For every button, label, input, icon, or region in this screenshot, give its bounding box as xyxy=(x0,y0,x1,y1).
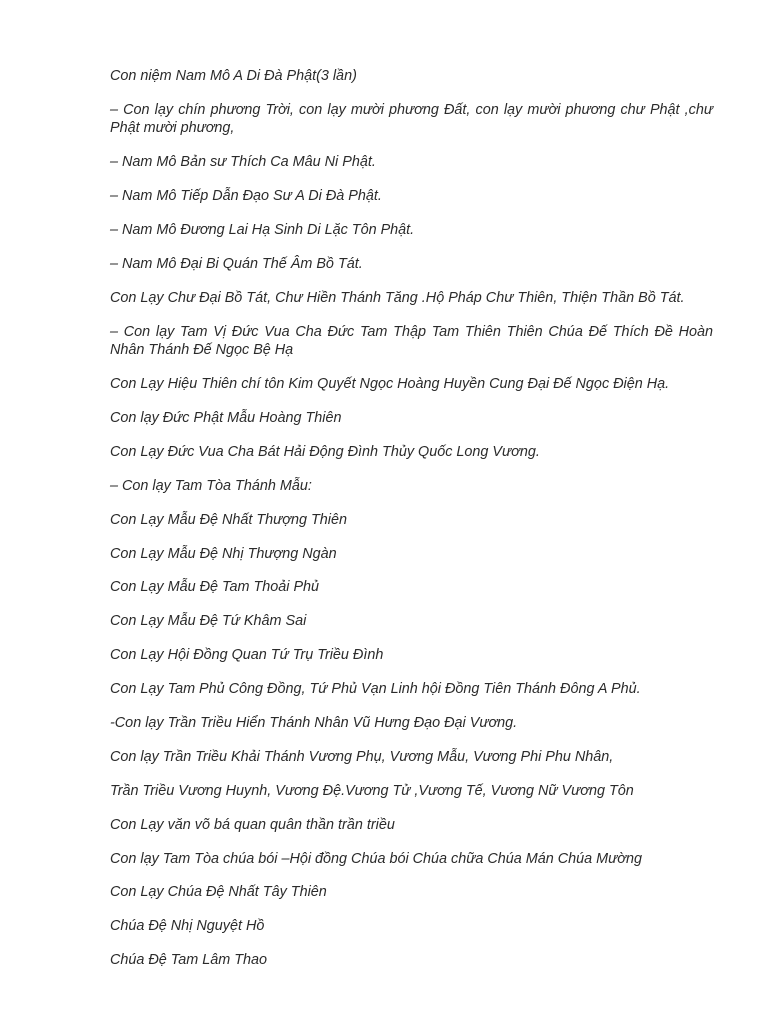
paragraph-8: – Con lạy Tam Vị Đức Vua Cha Đức Tam Thập Tam Thiên Thiên Chúa Đế Thích Đề Hoàn Nhân Thánh Đế Ngọc Bệ Hạ xyxy=(110,323,713,359)
paragraph-18: Con Lạy Tam Phủ Công Đồng, Tứ Phủ Vạn Linh hội Đồng Tiên Thánh Đông A Phủ. xyxy=(110,681,641,698)
text-column xyxy=(110,67,713,985)
paragraph-16: Con Lạy Mẫu Đệ Tứ Khâm Sai xyxy=(110,613,307,630)
paragraph-25: Chúa Đệ Nhị Nguyệt Hồ xyxy=(110,918,265,935)
paragraph-13: Con Lạy Mẫu Đệ Nhất Thượng Thiên xyxy=(110,511,347,528)
paragraph-17: Con Lạy Hội Đồng Quan Tứ Trụ Triều Đình xyxy=(110,647,384,664)
paragraph-22: Con Lạy văn võ bá quan quân thần trần triều xyxy=(110,816,395,833)
paragraph-11: Con Lạy Đức Vua Cha Bát Hải Động Đình Thủy Quốc Long Vương. xyxy=(110,443,540,460)
paragraph-1: Con niệm Nam Mô A Di Đà Phật(3 lần) xyxy=(110,68,357,84)
paragraph-4: – Nam Mô Tiếp Dẫn Đạo Sư A Di Đà Phật. xyxy=(110,188,382,205)
paragraph-9: Con Lạy Hiệu Thiên chí tôn Kim Quyết Ngọc Hoàng Huyền Cung Đại Đế Ngọc Điện Hạ. xyxy=(110,376,670,393)
paragraph-15: Con Lạy Mẫu Đệ Tam Thoải Phủ xyxy=(110,579,320,596)
paragraph-5: – Nam Mô Đương Lai Hạ Sinh Di Lặc Tôn Phật. xyxy=(110,222,415,239)
paragraph-23: Con lạy Tam Tòa chúa bói –Hội đồng Chúa bói Chúa chữa Chúa Mán Chúa Mường xyxy=(110,850,642,867)
paragraph-24: Con Lạy Chúa Đệ Nhất Tây Thiên xyxy=(110,884,327,901)
paragraph-21: Trần Triều Vương Huynh, Vương Đệ.Vương Tử ,Vương Tế, Vương Nữ Vương Tôn xyxy=(110,782,634,799)
paragraph-14: Con Lạy Mẫu Đệ Nhị Thượng Ngàn xyxy=(110,545,337,562)
paragraph-2: – Con lạy chín phương Trời, con lạy mười phương Đất, con lạy mười phương chư Phật ,chư Phật mười phương, xyxy=(110,101,713,137)
paragraph-7: Con Lạy Chư Đại Bồ Tát, Chư Hiền Thánh Tăng .Hộ Pháp Chư Thiên, Thiện Thần Bồ Tát. xyxy=(110,289,685,306)
paragraph-26: Chúa Đệ Tam Lâm Thao xyxy=(110,952,268,969)
paragraph-19: -Con lạy Trần Triều Hiển Thánh Nhân Vũ Hưng Đạo Đại Vương. xyxy=(110,715,518,732)
paragraph-10: Con lạy Đức Phật Mẫu Hoàng Thiên xyxy=(110,410,342,427)
paragraph-20: Con lạy Trần Triều Khải Thánh Vương Phụ, Vương Mẫu, Vương Phi Phu Nhân, xyxy=(110,748,614,765)
paragraph-3: – Nam Mô Bản sư Thích Ca Mâu Ni Phật. xyxy=(110,154,376,171)
paragraph-12: – Con lạy Tam Tòa Thánh Mẫu: xyxy=(110,477,312,494)
paragraph-6: – Nam Mô Đại Bi Quán Thế Âm Bồ Tát. xyxy=(110,255,363,272)
